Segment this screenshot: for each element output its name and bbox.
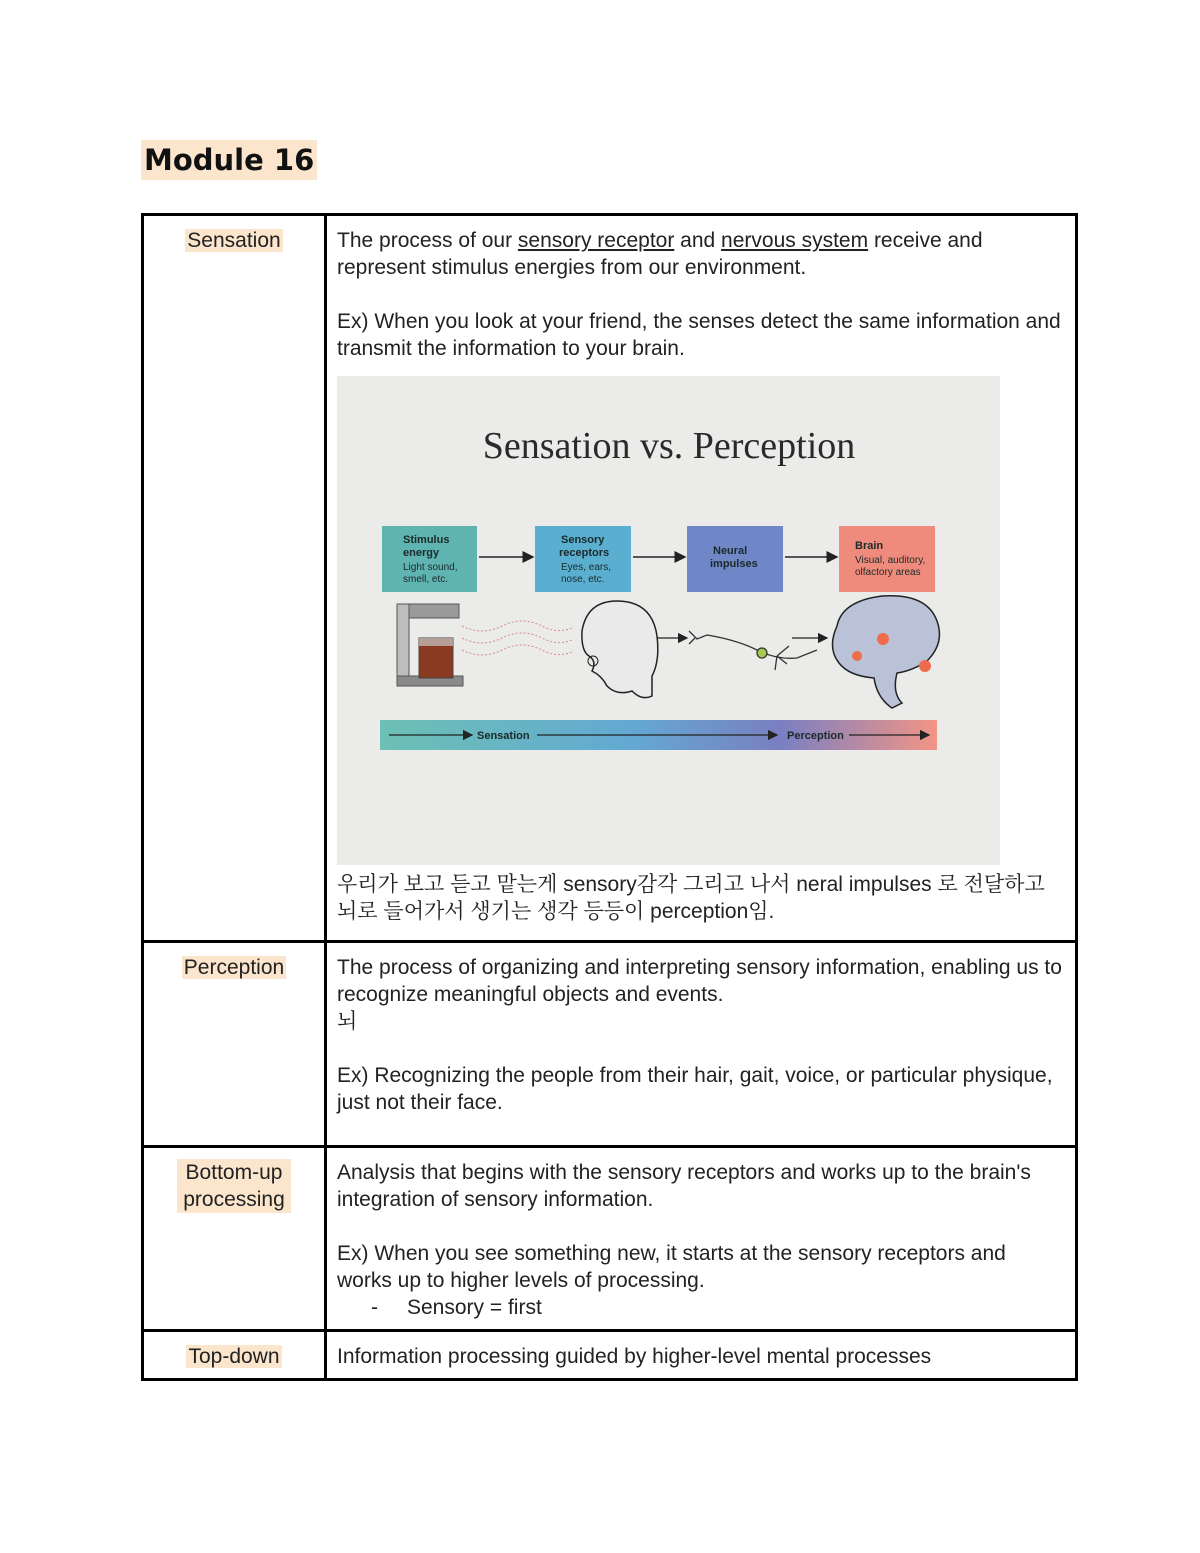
definition-text: Analysis that begins with the sensory receptors and works up to the brain's integration of sensory information. [337, 1161, 1031, 1211]
svg-text:olfactory areas: olfactory areas [855, 567, 921, 578]
term-cell [143, 942, 326, 1147]
definition-cell [326, 1331, 1077, 1380]
definition-cell [326, 942, 1077, 1147]
definitions-table [141, 213, 1078, 1381]
korean-note: 뇌 [337, 1010, 358, 1033]
brain-box [839, 526, 935, 592]
svg-text:Brain: Brain [855, 540, 884, 552]
bullet-item: - Sensory = first [371, 1296, 542, 1319]
neural-box [687, 526, 783, 592]
bar-label-sensation: Sensation [477, 730, 530, 742]
coffee-machine-illustration [397, 604, 463, 686]
page-title: Module 16 [141, 140, 317, 180]
example-text: Ex) When you see something new, it starts at the sensory receptors and works up to higher levels of processing. [337, 1242, 1006, 1292]
stimulus-box [382, 526, 477, 592]
table-row [143, 215, 1077, 942]
svg-text:Light sound,: Light sound, [403, 562, 458, 573]
svg-text:energy: energy [403, 547, 440, 559]
sensation-perception-figure [337, 376, 1000, 865]
term-cell [143, 1331, 326, 1380]
term-sensation: Sensation [187, 229, 281, 252]
term-cell [143, 215, 326, 942]
bar-label-perception: Perception [787, 730, 844, 742]
figure-title: Sensation vs. Perception [482, 425, 856, 467]
definition-cell [326, 215, 1077, 942]
svg-text:nose, etc.: nose, etc. [561, 574, 605, 585]
svg-text:Eyes, ears,: Eyes, ears, [561, 562, 612, 573]
svg-text:Visual, auditory,: Visual, auditory, [855, 555, 926, 566]
example-text: Ex) Recognizing the people from their hair, gait, voice, or particular physique, just not their face. [337, 1064, 1053, 1114]
definition-text: Information processing guided by higher-level mental processes [337, 1345, 932, 1368]
definition-text: The process of organizing and interpreting sensory information, enabling us to recognize meaningful objects and events. [337, 956, 1062, 1006]
term-top-down: Top-down [188, 1345, 280, 1368]
receptors-box [535, 526, 631, 592]
example-text: Ex) When you look at your friend, the senses detect the same information and transmit the information to your brain. [337, 310, 1061, 360]
underlined-term: nervous system [721, 229, 869, 252]
definition-text: The process of our sensory receptor and nervous system receive and represent stimulus energies from our environment. [337, 229, 983, 279]
svg-text:smell, etc.: smell, etc. [403, 574, 449, 585]
term-cell [143, 1147, 326, 1331]
svg-text:Sensory: Sensory [561, 534, 605, 546]
korean-note: 우리가 보고 듣고 맡는게 sensory감각 그리고 나서 neral impulses 로 전달하고 뇌로 들어가서 생기는 생각 등등이 perception임. [337, 873, 1045, 923]
table-row [143, 942, 1077, 1147]
underlined-term: sensory receptor [517, 229, 675, 252]
table-row [143, 1147, 1077, 1331]
table-row [143, 1331, 1077, 1380]
svg-text:impulses: impulses [710, 558, 758, 570]
term-bottom-up: Bottom-up processing [177, 1159, 291, 1213]
term-perception: Perception [183, 956, 285, 979]
svg-text:receptors: receptors [559, 547, 610, 559]
svg-text:Neural: Neural [713, 545, 748, 557]
definition-cell [326, 1147, 1077, 1331]
svg-text:Stimulus: Stimulus [403, 534, 450, 546]
